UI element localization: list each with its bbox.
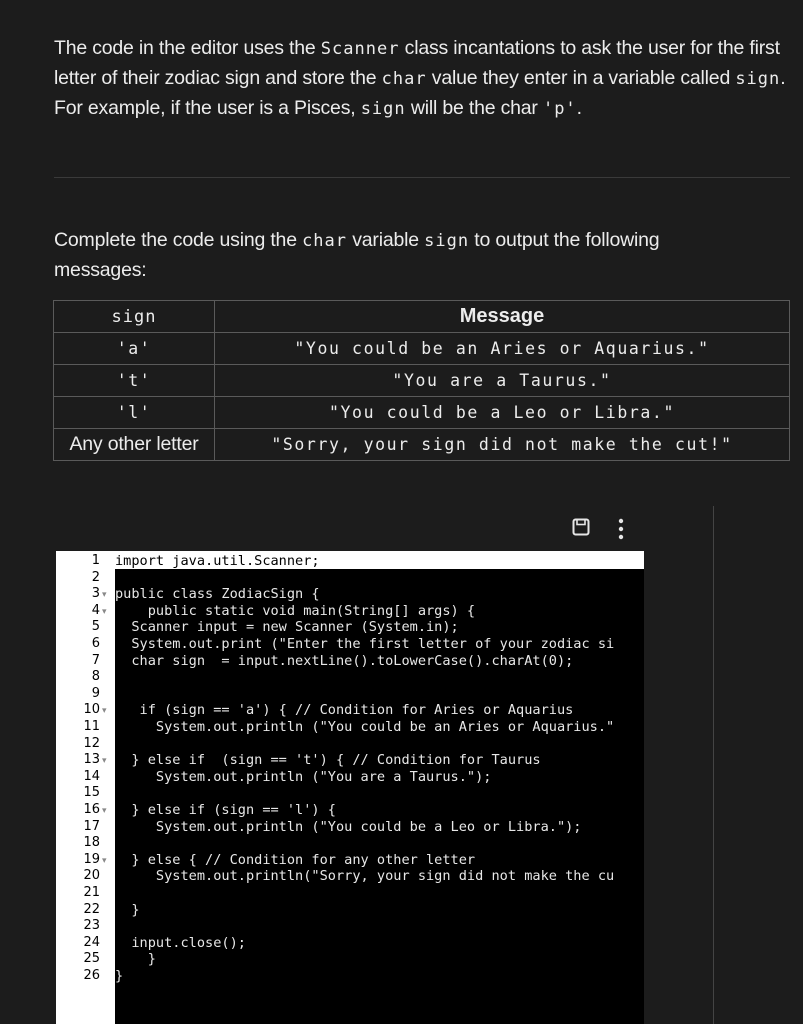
code-line[interactable]: } [115,901,140,918]
fold-toggle-icon[interactable]: ▾ [102,705,107,716]
instructions-text: to output the following messages: [54,229,660,281]
line-number: 5 [91,619,100,635]
message-cell: "You could be an Aries or Aquarius." [215,333,790,365]
more-vertical-icon[interactable] [612,518,630,540]
header-message: Message [215,301,790,333]
line-number: 10 [83,702,100,718]
line-number: 24 [83,934,100,950]
code-line[interactable]: import java.util.Scanner; [115,553,320,569]
intro-text: value they enter in a variable called [426,67,736,89]
line-number: 17 [83,818,100,834]
line-number-gutter [56,551,115,1024]
sign-cell: 't' [54,365,215,397]
section-divider [54,177,790,178]
line-number: 9 [91,685,100,701]
intro-text: The code in the editor uses the [54,37,321,59]
line-number: 13 [83,752,100,768]
sign-cell: Any other letter [54,429,215,461]
line-number: 22 [83,901,100,917]
line-number: 18 [83,835,100,851]
intro-paragraph [54,34,794,124]
fold-toggle-icon[interactable]: ▾ [102,805,107,815]
code-line[interactable]: Scanner input = new Scanner (System.in); [115,619,459,636]
code-line[interactable]: } [115,968,124,984]
line-number: 26 [83,968,100,983]
fold-toggle-icon[interactable]: ▾ [102,605,107,616]
table-row [54,365,790,397]
line-number: 11 [83,719,100,734]
code-line[interactable]: if (sign == 'a') { // Condition for Aries or Aquarius [115,702,574,719]
instructions-paragraph [54,226,754,285]
table-header-row [54,301,790,333]
code-line[interactable]: } [115,951,156,968]
line-number: 15 [83,785,100,801]
message-cell: "Sorry, your sign did not make the cut!" [215,429,790,461]
instructions-text: Complete the code using the [54,229,303,251]
code-line[interactable]: char sign = input.nextLine().toLowerCase().charAt(0); [115,652,574,669]
table-row [54,429,790,461]
inline-code-scanner: Scanner [320,39,400,59]
line-number: 23 [83,918,100,934]
code-line[interactable]: System.out.println ("You are a Taurus."); [115,768,492,785]
inline-code-sign: sign [424,231,470,251]
intro-text: . [576,97,582,119]
line-number: 16 [83,802,100,817]
code-line[interactable]: System.out.print ("Enter the first letter of your zodiac si [115,636,615,652]
code-line[interactable]: public class ZodiacSign { [115,586,320,603]
table-row [54,397,790,429]
sign-cell: 'a' [54,333,215,365]
code-line[interactable]: input.close(); [115,934,246,951]
message-cell: "You could be a Leo or Libra." [215,397,790,429]
line-number: 6 [91,636,100,651]
header-sign: sign [54,301,215,333]
fold-toggle-icon[interactable]: ▾ [102,755,107,766]
line-number: 7 [91,652,100,668]
code-area[interactable] [115,551,644,1024]
sign-cell: 'l' [54,397,215,429]
line-number: 21 [83,885,100,900]
intro-text: . For example, if the user is a Pisces, [54,67,786,119]
inline-code-sign: sign [735,69,781,89]
fold-toggle-icon[interactable]: ▾ [102,589,107,600]
message-cell: "You are a Taurus." [215,365,790,397]
line-number: 2 [91,569,100,585]
line-number: 25 [83,951,100,967]
code-line[interactable]: } else if (sign == 'l') { [115,802,336,818]
save-icon[interactable] [572,518,590,536]
line-number: 3 [91,586,100,602]
line-number: 20 [83,868,100,884]
messages-table [53,300,790,461]
instructions-text: variable [347,229,425,251]
inline-code-p: 'p' [542,99,577,119]
line-number: 8 [91,669,100,685]
line-number: 14 [83,768,100,784]
code-line[interactable]: } else if (sign == 't') { // Condition for Taurus [115,752,541,769]
intro-text: will be the char [405,97,543,119]
inline-code-char: char [381,69,427,89]
line-number: 4 [91,602,100,618]
table-row [54,333,790,365]
fold-toggle-icon[interactable]: ▾ [102,854,107,865]
code-line[interactable]: } else { // Condition for any other letter [115,851,476,868]
line-number: 1 [91,553,100,568]
code-line[interactable]: System.out.println ("You could be an Aries or Aquarius." [115,719,615,735]
panel-divider [713,506,714,1024]
inline-code-char: char [302,231,348,251]
line-number: 12 [83,735,100,751]
inline-code-sign: sign [360,99,406,119]
code-line[interactable]: System.out.println("Sorry, your sign did not make the cu [115,868,615,885]
code-line[interactable]: System.out.println ("You could be a Leo or Libra."); [115,818,582,835]
intro-text: class incantations to ask the user for the first letter of their zodiac sign and store the [54,37,780,89]
line-number: 19 [83,851,100,867]
code-editor[interactable] [56,551,644,1024]
code-line[interactable]: public static void main(String[] args) { [115,602,476,619]
